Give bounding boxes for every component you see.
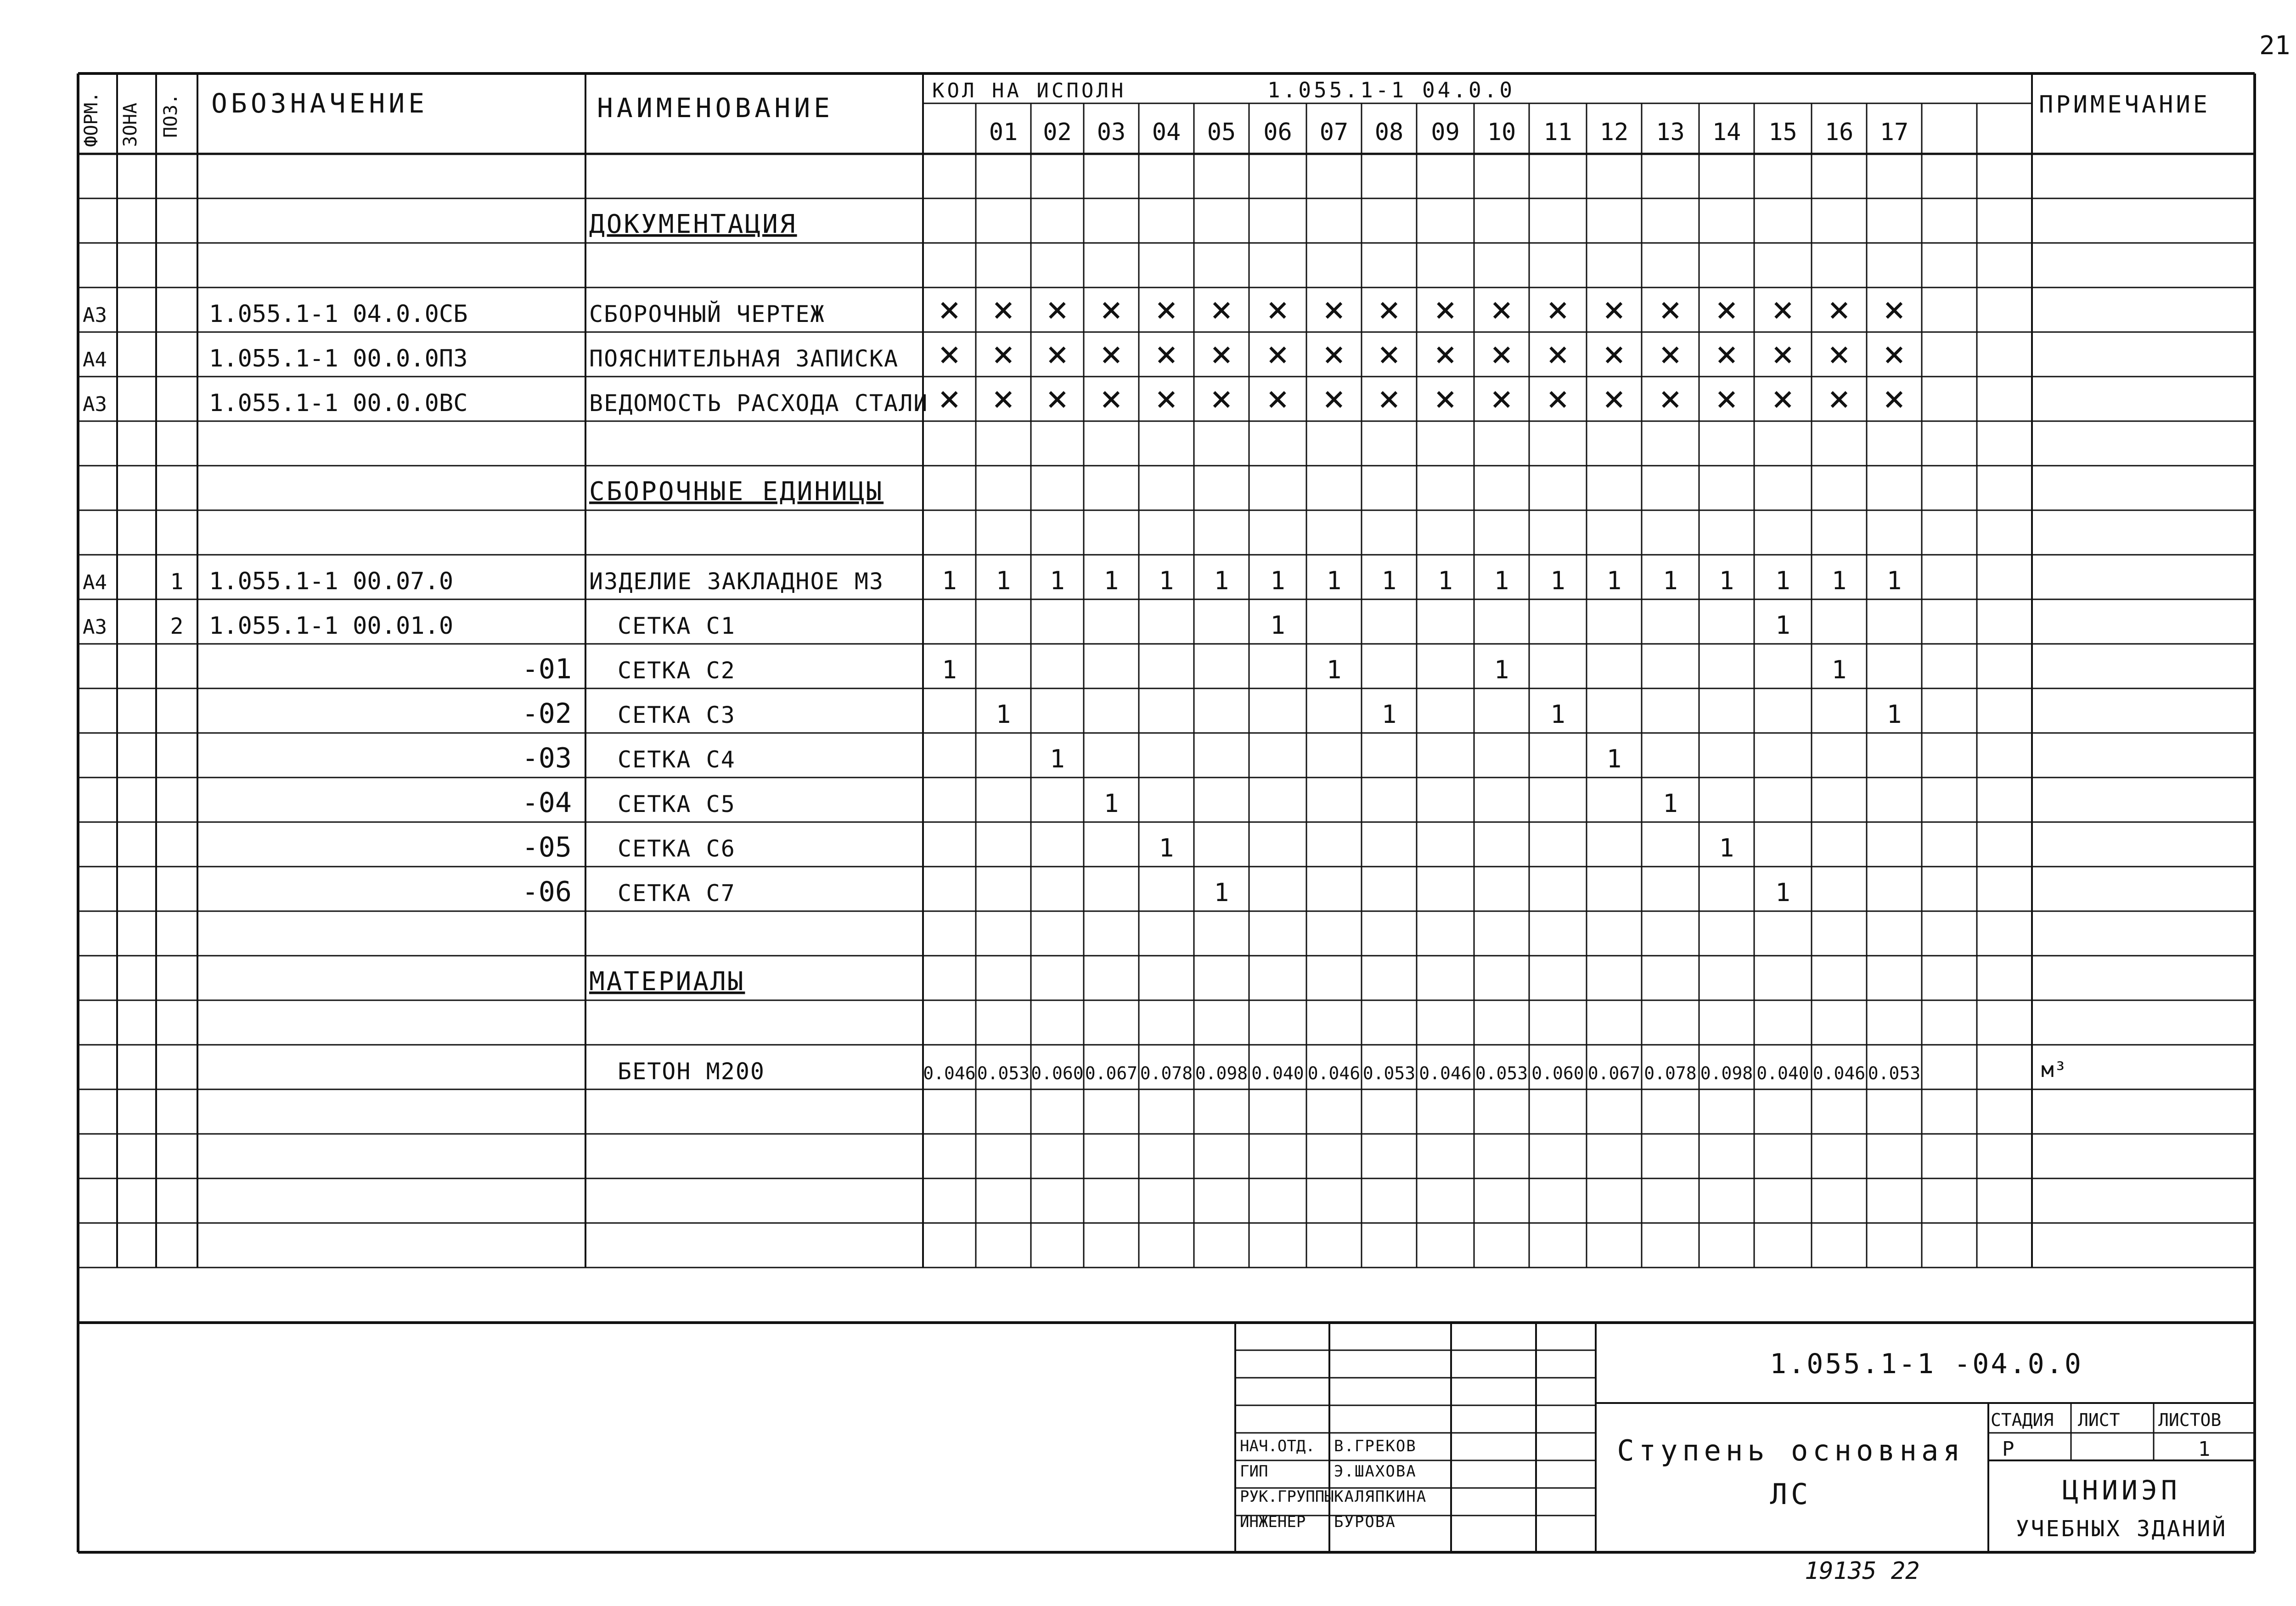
qty-value: 1 (996, 700, 1011, 729)
qty-value: × (1772, 377, 1794, 420)
qty-value: 0.053 (1868, 1063, 1921, 1083)
qty-value: 1 (1550, 700, 1565, 729)
qty-value: × (1046, 377, 1069, 420)
qty-value: 1 (1214, 878, 1229, 907)
qty-value: × (1772, 332, 1794, 375)
qty-value: × (1715, 288, 1738, 331)
row-format: А4 (83, 571, 107, 594)
exec-number: 11 (1543, 118, 1572, 146)
qty-value: × (1659, 332, 1682, 375)
qty-value: 0.046 (1307, 1063, 1361, 1083)
title-line2: ЛС (1770, 1477, 1812, 1511)
qty-value: 1 (1103, 566, 1119, 595)
qty-value: 1 (1663, 566, 1678, 595)
section-title: СБОРОЧНЫЕ ЕДИНИЦЫ (589, 477, 884, 507)
qty-value: 0.053 (1362, 1063, 1416, 1083)
qty-value: 1 (1270, 611, 1285, 640)
qty-value: × (1100, 288, 1123, 331)
qty-value: × (1490, 377, 1513, 420)
qty-value: 1 (1831, 566, 1847, 595)
qty-value: 1 (1270, 566, 1285, 595)
qty-value: 1 (1050, 744, 1065, 773)
row-name: СЕТКА С6 (618, 835, 736, 862)
qty-value: 1 (1381, 566, 1397, 595)
org-line1: ЦНИИЭП (2062, 1475, 2181, 1506)
qty-value: 0.098 (1195, 1063, 1248, 1083)
archive-number: 19135 22 (1805, 1557, 1920, 1585)
qty-value: 0.078 (1644, 1063, 1697, 1083)
exec-number: 04 (1152, 118, 1181, 146)
signature-role: НАЧ.ОТД. (1240, 1437, 1315, 1455)
qty-value: 1 (1606, 744, 1622, 773)
qty-value: × (1046, 332, 1069, 375)
qty-value: × (1883, 332, 1906, 375)
qty-value: 1 (1159, 566, 1174, 595)
row-name: СЕТКА С5 (618, 791, 736, 817)
signature-role: ГИП (1240, 1462, 1268, 1481)
sheets-value: 1 (2198, 1437, 2211, 1461)
qty-value: 0.040 (1251, 1063, 1304, 1083)
doc-code: 1.055.1-1 -04.0.0 (1769, 1348, 2083, 1380)
qty-value: 1 (1494, 566, 1509, 595)
row-name: ИЗДЕЛИЕ ЗАКЛАДНОЕ МЗ (589, 568, 884, 595)
qty-value: × (1322, 288, 1345, 331)
qty-value: × (1100, 332, 1123, 375)
qty-value: × (1266, 332, 1289, 375)
row-format: А3 (83, 393, 107, 416)
header-qty-label: КОЛ НА ИСПОЛН (932, 79, 1126, 102)
row-position: 1 (170, 569, 184, 595)
qty-value: 1 (1886, 566, 1902, 595)
exec-number: 13 (1656, 118, 1685, 146)
sheet-label: ЛИСТ (2078, 1410, 2120, 1430)
qty-value: × (1659, 288, 1682, 331)
qty-value: 0.053 (1475, 1063, 1528, 1083)
qty-value: 0.078 (1140, 1063, 1193, 1083)
qty-value: 1 (1606, 566, 1622, 595)
sheets-label: ЛИСТОВ (2158, 1410, 2222, 1430)
signature-role: РУК.ГРУППЫ (1240, 1488, 1334, 1506)
signature-name: Э.ШАХОВА (1334, 1462, 1417, 1481)
qty-value: 1 (1775, 611, 1790, 640)
exec-number: 15 (1768, 118, 1797, 146)
row-name: СЕТКА С3 (618, 702, 736, 728)
qty-value: 1 (996, 566, 1011, 595)
qty-value: × (1322, 377, 1345, 420)
exec-number: 12 (1599, 118, 1629, 146)
qty-value: × (1266, 377, 1289, 420)
qty-value: 0.046 (923, 1063, 976, 1083)
qty-value: 1 (1381, 700, 1397, 729)
qty-value: × (1155, 288, 1178, 331)
stage-label: СТАДИЯ (1991, 1410, 2054, 1430)
header-note: ПРИМЕЧАНИЕ (2039, 91, 2211, 118)
qty-value: × (1547, 377, 1569, 420)
row-name: СБОРОЧНЫЙ ЧЕРТЕЖ (589, 301, 825, 327)
exec-number: 10 (1487, 118, 1516, 146)
qty-value: × (1772, 288, 1794, 331)
row-format: А3 (83, 304, 107, 327)
qty-value: × (1210, 288, 1233, 331)
qty-value: 1 (1775, 566, 1790, 595)
qty-value: × (1883, 377, 1906, 420)
qty-value: × (992, 332, 1015, 375)
sheet-number: 21 (2259, 31, 2290, 61)
row-designation: -05 (522, 831, 572, 863)
qty-value: 0.067 (1085, 1063, 1138, 1083)
row-name: СЕТКА С4 (618, 746, 736, 773)
qty-value: × (992, 288, 1015, 331)
qty-value: × (1046, 288, 1069, 331)
qty-value: × (1378, 332, 1401, 375)
qty-value: × (1322, 332, 1345, 375)
title-line1: Ступень основная (1617, 1434, 1965, 1467)
qty-value: × (938, 332, 961, 375)
qty-value: 1 (1494, 655, 1509, 684)
qty-value: 0.060 (1031, 1063, 1084, 1083)
exec-number: 17 (1880, 118, 1909, 146)
qty-value: 1 (1214, 566, 1229, 595)
qty-value: × (1828, 332, 1851, 375)
row-designation: -03 (522, 742, 572, 774)
qty-value: 1 (942, 655, 957, 684)
exec-number: 02 (1043, 118, 1072, 146)
signature-name: В.ГРЕКОВ (1334, 1437, 1417, 1455)
row-designation: -02 (522, 698, 572, 730)
qty-value: 1 (1159, 834, 1174, 862)
qty-value: × (1378, 377, 1401, 420)
qty-value: × (1603, 377, 1626, 420)
section-title: МАТЕРИАЛЫ (589, 967, 745, 997)
row-name: СЕТКА С2 (618, 657, 736, 684)
qty-value: × (1434, 377, 1457, 420)
row-format: А3 (83, 615, 107, 639)
qty-value: × (1434, 288, 1457, 331)
signature-name: БУРОВА (1334, 1513, 1396, 1531)
qty-value: × (938, 377, 961, 420)
row-designation: -04 (522, 787, 572, 819)
qty-value: × (1547, 288, 1569, 331)
qty-value: × (1210, 377, 1233, 420)
row-name: СЕТКА С7 (618, 880, 736, 907)
qty-value: 0.046 (1812, 1063, 1866, 1083)
exec-number: 07 (1319, 118, 1349, 146)
qty-value: × (1155, 332, 1178, 375)
exec-number: 16 (1824, 118, 1854, 146)
row-designation: -06 (522, 876, 572, 908)
qty-value: × (1155, 377, 1178, 420)
header-name: НАИМЕНОВАНИЕ (597, 92, 834, 124)
qty-value: × (1715, 332, 1738, 375)
qty-value: 1 (1050, 566, 1065, 595)
qty-value: × (992, 377, 1015, 420)
qty-value: 0.067 (1587, 1063, 1641, 1083)
qty-value: 1 (942, 566, 957, 595)
qty-value: × (1266, 288, 1289, 331)
qty-value: 1 (1719, 566, 1734, 595)
header-qty-code: 1.055.1-1 04.0.0 (1267, 78, 1515, 102)
row-name: БЕТОН М200 (618, 1058, 765, 1085)
qty-value: × (1603, 288, 1626, 331)
row-designation: 1.055.1-1 00.0.0ВС (209, 389, 468, 417)
qty-value: × (1828, 377, 1851, 420)
qty-value: × (1715, 377, 1738, 420)
row-name: ПОЯСНИТЕЛЬНАЯ ЗАПИСКА (589, 345, 899, 372)
row-format: А4 (83, 348, 107, 372)
qty-value: × (1210, 332, 1233, 375)
qty-value: × (1100, 377, 1123, 420)
qty-value: × (1603, 332, 1626, 375)
row-name: ВЕДОМОСТЬ РАСХОДА СТАЛИ (589, 390, 929, 417)
signature-role: ИНЖЕНЕР (1240, 1513, 1306, 1531)
row-designation: 1.055.1-1 00.0.0ПЗ (209, 345, 468, 372)
org-line2: УЧЕБНЫХ ЗДАНИЙ (2015, 1516, 2228, 1542)
qty-value: × (1490, 332, 1513, 375)
row-designation: 1.055.1-1 00.01.0 (209, 612, 454, 640)
qty-value: 1 (1831, 655, 1847, 684)
exec-number: 03 (1097, 118, 1126, 146)
exec-number: 06 (1263, 118, 1292, 146)
qty-value: 1 (1775, 878, 1790, 907)
exec-number: 01 (989, 118, 1018, 146)
qty-value: × (1547, 332, 1569, 375)
header-zone: ЗОНА (120, 102, 141, 147)
qty-value: 1 (1719, 834, 1734, 862)
exec-number: 08 (1374, 118, 1404, 146)
qty-value: 1 (1326, 566, 1342, 595)
qty-value: 1 (1886, 700, 1902, 729)
qty-value: 1 (1438, 566, 1453, 595)
qty-value: 1 (1326, 655, 1342, 684)
row-position: 2 (170, 614, 184, 639)
qty-value: 0.053 (977, 1063, 1030, 1083)
qty-value: × (938, 288, 961, 331)
qty-value: 0.046 (1419, 1063, 1472, 1083)
exec-number: 05 (1207, 118, 1236, 146)
row-designation: 1.055.1-1 00.07.0 (209, 568, 454, 595)
qty-value: 1 (1550, 566, 1565, 595)
row-note: м³ (2041, 1057, 2067, 1082)
qty-value: 0.040 (1756, 1063, 1809, 1083)
signature-name: КАЛЯПКИНА (1334, 1488, 1427, 1506)
header-position: ПОЗ. (160, 93, 181, 138)
qty-value: 1 (1663, 789, 1678, 818)
qty-value: × (1434, 332, 1457, 375)
qty-value: 1 (1103, 789, 1119, 818)
qty-value: × (1828, 288, 1851, 331)
header-format: ФОРМ. (81, 91, 102, 147)
exec-number: 14 (1712, 118, 1741, 146)
header-designation: ОБОЗНАЧЕНИЕ (211, 88, 428, 119)
row-designation: 1.055.1-1 04.0.0СБ (209, 300, 468, 328)
exec-number: 09 (1431, 118, 1460, 146)
row-name: СЕТКА С1 (618, 613, 736, 639)
row-designation: -01 (522, 653, 572, 685)
qty-value: × (1883, 288, 1906, 331)
qty-value: × (1659, 377, 1682, 420)
qty-value: × (1378, 288, 1401, 331)
qty-value: 0.060 (1531, 1063, 1584, 1083)
stage-value: Р (2002, 1437, 2015, 1461)
qty-value: × (1490, 288, 1513, 331)
qty-value: 0.098 (1700, 1063, 1753, 1083)
section-title: ДОКУМЕНТАЦИЯ (589, 209, 797, 239)
